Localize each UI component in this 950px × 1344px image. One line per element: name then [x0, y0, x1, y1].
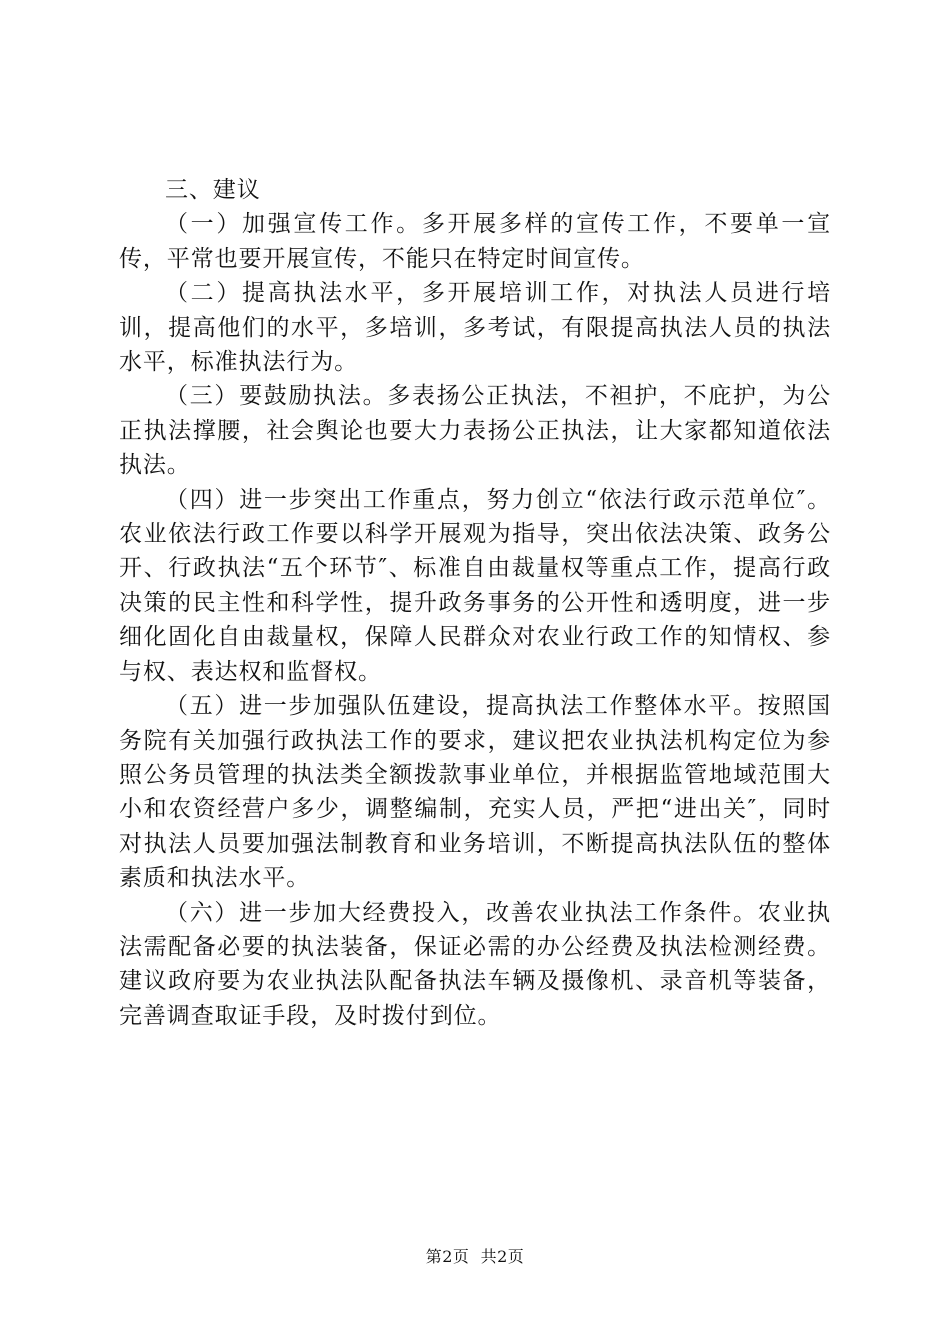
paragraph-4: （四）进一步突出工作重点，努力创立“依法行政示范单位″。农业依法行政工作要以科学开展观为指导，突出依法决策、政务公开、行政执法“五个环节″、标准自由裁量权等重点工作，提高行政决策的民主性和科学性，提升政务事务的公开性和透明度，进一步细化固化自由裁量权，保障人民群众对农业行政工作的知情权、参与权、表达权和监督权。 [119, 486, 831, 685]
footer-total-label: 共 [480, 1247, 498, 1266]
document-body [119, 173, 831, 1033]
footer-separator [469, 1247, 480, 1266]
page-footer [0, 1244, 950, 1267]
section-heading: 三、建议 [165, 177, 261, 203]
paragraph-5: （五）进一步加强队伍建设，提高执法工作整体水平。按照国务院有关加强行政执法工作的要求，建议把农业执法机构定位为参照公务员管理的执法类全额拨款事业单位，并根据监管地域范围大小和农资经营户多少，调整编制，充实人员，严把“进出关″，同时对执法人员要加强法制教育和业务培训，不断提高执法队伍的整体素质和执法水平。 [119, 693, 831, 892]
paragraph-3: （三）要鼓励执法。多表扬公正执法，不袒护，不庇护，为公正执法撑腰，社会舆论也要大力表扬公正执法，让大家都知道依法执法。 [119, 383, 831, 479]
footer-page-unit: 页 [452, 1247, 470, 1266]
footer-page-label: 第 [425, 1247, 443, 1266]
footer-total-pages: 2 [497, 1247, 508, 1266]
footer-page-number: 2 [442, 1247, 453, 1266]
paragraph-1: （一）加强宣传工作。多开展多样的宣传工作，不要单一宣传，平常也要开展宣传，不能只在特定时间宣传。 [119, 211, 831, 272]
paragraph-2: （二）提高执法水平，多开展培训工作，对执法人员进行培训，提高他们的水平，多培训，多考试，有限提高执法人员的执法水平，标准执法行为。 [119, 280, 831, 376]
paragraph-6: （六）进一步加大经费投入，改善农业执法工作条件。农业执法需配备必要的执法装备，保证必需的办公经费及执法检测经费。建议政府要为农业执法队配备执法车辆及摄像机、录音机等装备，完善调查取证手段，及时拨付到位。 [119, 899, 831, 1029]
footer-total-unit: 页 [507, 1247, 525, 1266]
